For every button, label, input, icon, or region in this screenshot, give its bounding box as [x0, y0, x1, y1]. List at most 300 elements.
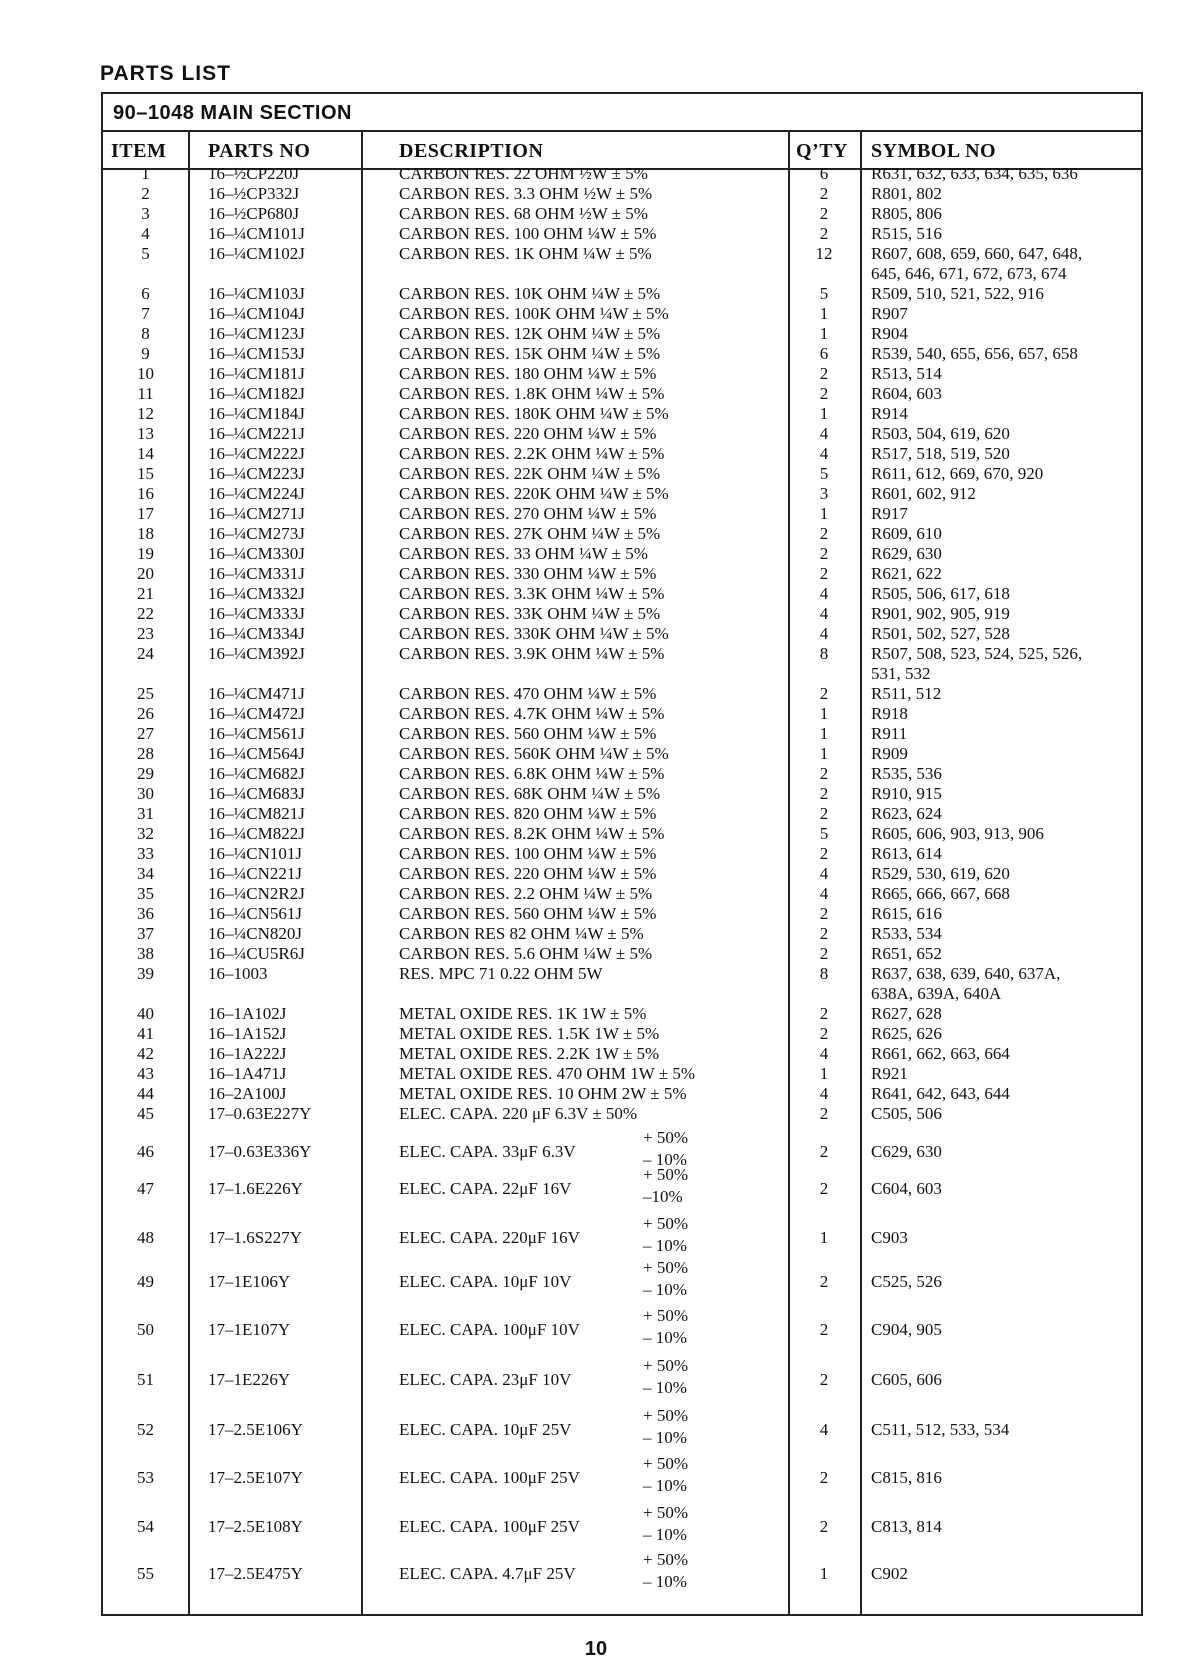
symbol-numbers: R515, 516 — [871, 224, 942, 243]
item-number: 22 — [137, 604, 154, 623]
tolerance-plus: + 50% — [643, 1406, 688, 1425]
description: METAL OXIDE RES. 470 OHM 1W ± 5% — [399, 1064, 696, 1083]
quantity: 1 — [819, 324, 829, 343]
description: CARBON RES. 1K OHM ¼W ± 5% — [399, 244, 652, 263]
part-number: 16–¼CM821J — [208, 804, 305, 823]
quantity: 2 — [819, 564, 829, 583]
quantity: 4 — [819, 424, 829, 443]
item-number: 18 — [137, 524, 154, 543]
item-number: 31 — [137, 804, 154, 823]
header-description: DESCRIPTION — [399, 140, 544, 162]
description: ELEC. CAPA. 220μF 16V — [399, 1228, 580, 1247]
part-number: 16–2A100J — [208, 1084, 287, 1103]
symbol-numbers: R651, 652 — [871, 944, 942, 963]
item-number: 48 — [137, 1228, 154, 1247]
quantity: 1 — [819, 1564, 829, 1583]
tolerance-minus: – 10% — [643, 1280, 687, 1299]
symbol-numbers: C604, 603 — [871, 1179, 942, 1198]
part-number: 16–¼CM224J — [208, 484, 305, 503]
header-symbol-no: SYMBOL NO — [871, 140, 997, 162]
part-number: 16–½CP680J — [208, 204, 300, 223]
symbol-numbers: C505, 506 — [871, 1104, 942, 1123]
description: ELEC. CAPA. 4.7μF 25V — [399, 1564, 576, 1583]
description: CARBON RES. 3.3K OHM ¼W ± 5% — [399, 584, 665, 603]
part-number: 17–2.5E106Y — [208, 1420, 303, 1439]
tolerance-minus: – 10% — [643, 1236, 687, 1255]
quantity: 1 — [819, 704, 829, 723]
quantity: 2 — [819, 184, 829, 203]
item-number: 15 — [137, 464, 154, 483]
part-number: 16–¼CM273J — [208, 524, 305, 543]
quantity: 5 — [819, 284, 829, 303]
quantity: 6 — [819, 344, 829, 363]
description: CARBON RES. 12K OHM ¼W ± 5% — [399, 324, 661, 343]
part-number: 16–¼CU5R6J — [208, 944, 305, 963]
symbol-numbers: C511, 512, 533, 534 — [871, 1420, 1010, 1439]
description: ELEC. CAPA. 33μF 6.3V — [399, 1142, 576, 1161]
symbol-numbers: R901, 902, 905, 919 — [871, 604, 1010, 623]
item-number: 21 — [137, 584, 154, 603]
part-number: 16–¼CN2R2J — [208, 884, 305, 903]
description: CARBON RES. 10K OHM ¼W ± 5% — [399, 284, 661, 303]
item-number: 34 — [137, 864, 154, 883]
symbol-numbers: R910, 915 — [871, 784, 942, 803]
item-number: 26 — [137, 704, 154, 723]
symbol-numbers: R511, 512 — [871, 684, 942, 703]
symbol-numbers: R907 — [871, 304, 908, 323]
description: CARBON RES 82 OHM ¼W ± 5% — [399, 924, 644, 943]
tolerance-plus: + 50% — [643, 1165, 688, 1184]
part-number: 16–¼CM683J — [208, 784, 305, 803]
description: ELEC. CAPA. 100μF 25V — [399, 1517, 580, 1536]
symbol-numbers: R533, 534 — [871, 924, 942, 943]
tolerance-plus: + 50% — [643, 1550, 688, 1569]
quantity: 4 — [819, 1044, 829, 1063]
section-title: 90–1048 MAIN SECTION — [103, 94, 1141, 132]
part-number: 17–1E226Y — [208, 1370, 291, 1389]
quantity: 2 — [819, 764, 829, 783]
item-number: 28 — [137, 744, 154, 763]
description: METAL OXIDE RES. 1K 1W ± 5% — [399, 1004, 647, 1023]
quantity: 5 — [819, 464, 829, 483]
symbol-numbers: R613, 614 — [871, 844, 942, 863]
symbol-numbers: R503, 504, 619, 620 — [871, 424, 1010, 443]
part-number: 16–¼CM102J — [208, 244, 305, 263]
tolerance-plus: + 50% — [643, 1214, 688, 1233]
description: CARBON RES. 560 OHM ¼W ± 5% — [399, 904, 657, 923]
part-number: 17–1.6S227Y — [208, 1228, 302, 1247]
item-number: 30 — [137, 784, 154, 803]
part-number: 16–¼CM271J — [208, 504, 305, 523]
symbol-numbers: R605, 606, 903, 913, 906 — [871, 824, 1044, 843]
part-number: 17–2.5E107Y — [208, 1468, 303, 1487]
description: METAL OXIDE RES. 2.2K 1W ± 5% — [399, 1044, 660, 1063]
description: CARBON RES. 180 OHM ¼W ± 5% — [399, 364, 657, 383]
item-number: 54 — [137, 1517, 154, 1536]
item-number: 50 — [137, 1320, 154, 1339]
symbol-numbers: R505, 506, 617, 618 — [871, 584, 1010, 603]
part-number: 16–¼CN221J — [208, 864, 302, 883]
quantity: 8 — [819, 964, 829, 983]
description: CARBON RES. 3.9K OHM ¼W ± 5% — [399, 644, 665, 663]
description: CARBON RES. 470 OHM ¼W ± 5% — [399, 684, 657, 703]
description: CARBON RES. 6.8K OHM ¼W ± 5% — [399, 764, 665, 783]
symbol-numbers: C815, 816 — [871, 1468, 942, 1487]
part-number: 16–¼CN101J — [208, 844, 302, 863]
symbol-numbers: C904, 905 — [871, 1320, 942, 1339]
column-divider — [361, 132, 363, 1614]
description: CARBON RES. 5.6 OHM ¼W ± 5% — [399, 944, 653, 963]
part-number: 16–¼CM392J — [208, 644, 305, 663]
quantity: 2 — [819, 684, 829, 703]
quantity: 12 — [815, 244, 833, 263]
quantity: 2 — [819, 1142, 829, 1161]
column-divider — [860, 132, 862, 1614]
quantity: 2 — [819, 364, 829, 383]
header-parts-no: PARTS NO — [208, 140, 311, 162]
quantity: 2 — [819, 924, 829, 943]
item-number: 10 — [137, 364, 154, 383]
quantity: 6 — [819, 164, 829, 183]
symbol-numbers: R805, 806 — [871, 204, 942, 223]
item-number: 11 — [137, 384, 154, 403]
tolerance-minus: – 10% — [643, 1378, 687, 1397]
quantity: 2 — [819, 1179, 829, 1198]
item-number: 49 — [137, 1272, 154, 1291]
quantity: 1 — [819, 744, 829, 763]
symbol-numbers: R631, 632, 633, 634, 635, 636 — [871, 164, 1078, 183]
quantity: 2 — [819, 1272, 829, 1291]
symbol-numbers: R604, 603 — [871, 384, 942, 403]
symbol-numbers: R918 — [871, 704, 908, 723]
symbol-numbers: R801, 802 — [871, 184, 942, 203]
tolerance-minus: – 10% — [643, 1328, 687, 1347]
part-number: 16–½CP220J — [208, 164, 300, 183]
part-number: 16–¼CM123J — [208, 324, 305, 343]
symbol-numbers: R661, 662, 663, 664 — [871, 1044, 1010, 1063]
item-number: 20 — [137, 564, 154, 583]
part-number: 17–1E106Y — [208, 1272, 291, 1291]
description: CARBON RES. 330K OHM ¼W ± 5% — [399, 624, 669, 643]
description: CARBON RES. 560K OHM ¼W ± 5% — [399, 744, 669, 763]
quantity: 2 — [819, 1517, 829, 1536]
description: CARBON RES. 2.2 OHM ¼W ± 5% — [399, 884, 653, 903]
item-number: 40 — [137, 1004, 154, 1023]
part-number: 17–0.63E336Y — [208, 1142, 312, 1161]
description: RES. MPC 71 0.22 OHM 5W — [399, 964, 603, 983]
quantity: 8 — [819, 644, 829, 663]
item-number: 16 — [137, 484, 154, 503]
part-number: 16–¼CM333J — [208, 604, 305, 623]
item-number: 44 — [137, 1084, 154, 1103]
quantity: 4 — [819, 884, 829, 903]
description: CARBON RES. 4.7K OHM ¼W ± 5% — [399, 704, 665, 723]
description: CARBON RES. 270 OHM ¼W ± 5% — [399, 504, 657, 523]
tolerance-plus: + 50% — [643, 1128, 688, 1147]
part-number: 16–¼CM682J — [208, 764, 305, 783]
symbol-numbers: R513, 514 — [871, 364, 942, 383]
description: CARBON RES. 22 OHM ½W ± 5% — [399, 164, 648, 183]
item-number: 14 — [137, 444, 154, 463]
tolerance-plus: + 50% — [643, 1503, 688, 1522]
part-number: 16–1003 — [208, 964, 268, 983]
quantity: 1 — [819, 724, 829, 743]
description: CARBON RES. 68K OHM ¼W ± 5% — [399, 784, 661, 803]
description: CARBON RES. 100 OHM ¼W ± 5% — [399, 224, 657, 243]
item-number: 42 — [137, 1044, 154, 1063]
symbol-numbers: R627, 628 — [871, 1004, 942, 1023]
item-number: 12 — [137, 404, 154, 423]
item-number: 33 — [137, 844, 154, 863]
description: ELEC. CAPA. 23μF 10V — [399, 1370, 572, 1389]
item-number: 19 — [137, 544, 154, 563]
part-number: 16–¼CM332J — [208, 584, 305, 603]
item-number: 4 — [141, 224, 150, 243]
description: CARBON RES. 3.3 OHM ½W ± 5% — [399, 184, 653, 203]
item-number: 2 — [141, 184, 150, 203]
tolerance-plus: + 50% — [643, 1258, 688, 1277]
symbol-numbers: C902 — [871, 1564, 908, 1583]
description: CARBON RES. 1.8K OHM ¼W ± 5% — [399, 384, 665, 403]
part-number: 16–¼CM223J — [208, 464, 305, 483]
part-number: 16–¼CM182J — [208, 384, 305, 403]
part-number: 16–¼CM153J — [208, 344, 305, 363]
quantity: 2 — [819, 1370, 829, 1389]
symbol-numbers: C629, 630 — [871, 1142, 942, 1161]
description: METAL OXIDE RES. 1.5K 1W ± 5% — [399, 1024, 660, 1043]
symbol-numbers: R539, 540, 655, 656, 657, 658 — [871, 344, 1078, 363]
item-number: 24 — [137, 644, 154, 663]
quantity: 5 — [819, 824, 829, 843]
part-number: 16–¼CM104J — [208, 304, 305, 323]
quantity: 2 — [819, 904, 829, 923]
symbol-numbers: R917 — [871, 504, 908, 523]
quantity: 4 — [819, 1084, 829, 1103]
symbol-numbers: R623, 624 — [871, 804, 942, 823]
column-divider — [188, 132, 190, 1614]
description: CARBON RES. 330 OHM ¼W ± 5% — [399, 564, 657, 583]
item-number: 3 — [141, 204, 150, 223]
part-number: 16–¼CM184J — [208, 404, 305, 423]
description: CARBON RES. 33 OHM ¼W ± 5% — [399, 544, 648, 563]
quantity: 2 — [819, 544, 829, 563]
symbol-numbers: R621, 622 — [871, 564, 942, 583]
symbol-numbers: R921 — [871, 1064, 908, 1083]
item-number: 27 — [137, 724, 154, 743]
part-number: 16–¼CM103J — [208, 284, 305, 303]
symbol-numbers: R611, 612, 669, 670, 920 — [871, 464, 1044, 483]
item-number: 8 — [141, 324, 150, 343]
tolerance-plus: + 50% — [643, 1306, 688, 1325]
symbol-numbers: R501, 502, 527, 528 — [871, 624, 1010, 643]
quantity: 2 — [819, 784, 829, 803]
symbol-numbers: C525, 526 — [871, 1272, 942, 1291]
description: CARBON RES. 100K OHM ¼W ± 5% — [399, 304, 669, 323]
symbol-numbers: R507, 508, 523, 524, 525, 526, 531, 532 — [871, 644, 1083, 683]
description: ELEC. CAPA. 10μF 10V — [399, 1272, 572, 1291]
symbol-numbers: R914 — [871, 404, 908, 423]
description: ELEC. CAPA. 10μF 25V — [399, 1420, 572, 1439]
quantity: 1 — [819, 504, 829, 523]
parts-table — [101, 92, 1143, 1616]
description: CARBON RES. 68 OHM ½W ± 5% — [399, 204, 648, 223]
part-number: 16–¼CM221J — [208, 424, 305, 443]
item-number: 45 — [137, 1104, 154, 1123]
symbol-numbers: R904 — [871, 324, 908, 343]
item-number: 41 — [137, 1024, 154, 1043]
quantity: 4 — [819, 584, 829, 603]
item-number: 47 — [137, 1179, 154, 1198]
quantity: 2 — [819, 524, 829, 543]
part-number: 16–¼CM471J — [208, 684, 305, 703]
item-number: 5 — [141, 244, 150, 263]
item-number: 51 — [137, 1370, 154, 1389]
item-number: 52 — [137, 1420, 154, 1439]
description: CARBON RES. 180K OHM ¼W ± 5% — [399, 404, 669, 423]
quantity: 4 — [819, 444, 829, 463]
header-qty: Q’TY — [796, 140, 848, 162]
description: ELEC. CAPA. 100μF 25V — [399, 1468, 580, 1487]
part-number: 16–¼CM334J — [208, 624, 305, 643]
tolerance-minus: – 10% — [643, 1525, 687, 1544]
symbol-numbers: R909 — [871, 744, 908, 763]
quantity: 2 — [819, 224, 829, 243]
part-number: 16–½CP332J — [208, 184, 300, 203]
quantity: 4 — [819, 864, 829, 883]
part-number: 16–1A471J — [208, 1064, 287, 1083]
description: CARBON RES. 820 OHM ¼W ± 5% — [399, 804, 657, 823]
description: ELEC. CAPA. 220 μF 6.3V ± 50% — [399, 1104, 638, 1123]
item-number: 46 — [137, 1142, 154, 1161]
description: CARBON RES. 27K OHM ¼W ± 5% — [399, 524, 661, 543]
part-number: 17–0.63E227Y — [208, 1104, 312, 1123]
part-number: 16–1A152J — [208, 1024, 287, 1043]
quantity: 1 — [819, 404, 829, 423]
part-number: 16–¼CM561J — [208, 724, 305, 743]
quantity: 2 — [819, 1104, 829, 1123]
page-number: 10 — [584, 1638, 608, 1660]
description: CARBON RES. 220K OHM ¼W ± 5% — [399, 484, 669, 503]
page-heading: PARTS LIST — [100, 62, 231, 85]
item-number: 43 — [137, 1064, 154, 1083]
tolerance-plus: + 50% — [643, 1356, 688, 1375]
item-number: 37 — [137, 924, 154, 943]
symbol-numbers: R517, 518, 519, 520 — [871, 444, 1010, 463]
part-number: 16–¼CN561J — [208, 904, 302, 923]
part-number: 16–¼CM472J — [208, 704, 305, 723]
symbol-numbers: R535, 536 — [871, 764, 942, 783]
symbol-numbers: R509, 510, 521, 522, 916 — [871, 284, 1044, 303]
quantity: 1 — [819, 304, 829, 323]
item-number: 17 — [137, 504, 154, 523]
tolerance-minus: – 10% — [643, 1428, 687, 1447]
item-number: 38 — [137, 944, 154, 963]
symbol-numbers: R629, 630 — [871, 544, 942, 563]
item-number: 6 — [141, 284, 150, 303]
description: CARBON RES. 560 OHM ¼W ± 5% — [399, 724, 657, 743]
part-number: 17–2.5E108Y — [208, 1517, 303, 1536]
symbol-numbers: C903 — [871, 1228, 908, 1247]
item-number: 7 — [141, 304, 150, 323]
quantity: 1 — [819, 1064, 829, 1083]
part-number: 16–¼CM564J — [208, 744, 305, 763]
tolerance-minus: – 10% — [643, 1572, 687, 1591]
part-number: 16–¼CM331J — [208, 564, 305, 583]
symbol-numbers: R615, 616 — [871, 904, 942, 923]
symbol-numbers: C605, 606 — [871, 1370, 942, 1389]
part-number: 17–1E107Y — [208, 1320, 291, 1339]
part-number: 16–¼CN820J — [208, 924, 302, 943]
symbol-numbers: R601, 602, 912 — [871, 484, 976, 503]
symbol-numbers: R529, 530, 619, 620 — [871, 864, 1010, 883]
quantity: 2 — [819, 804, 829, 823]
symbol-numbers: R665, 666, 667, 668 — [871, 884, 1010, 903]
description: ELEC. CAPA. 22μF 16V — [399, 1179, 572, 1198]
quantity: 2 — [819, 384, 829, 403]
tolerance-minus: – 10% — [643, 1150, 687, 1169]
symbol-numbers: R607, 608, 659, 660, 647, 648, 645, 646, 671, 672, 673, 674 — [871, 244, 1083, 283]
part-number: 17–1.6E226Y — [208, 1179, 303, 1198]
description: CARBON RES. 220 OHM ¼W ± 5% — [399, 864, 657, 883]
item-number: 1 — [141, 164, 150, 183]
item-number: 25 — [137, 684, 154, 703]
symbol-numbers: C813, 814 — [871, 1517, 942, 1536]
part-number: 16–1A102J — [208, 1004, 287, 1023]
item-number: 13 — [137, 424, 154, 443]
symbol-numbers: R641, 642, 643, 644 — [871, 1084, 1010, 1103]
part-number: 16–¼CM330J — [208, 544, 305, 563]
symbol-numbers: R625, 626 — [871, 1024, 942, 1043]
quantity: 2 — [819, 1004, 829, 1023]
quantity: 2 — [819, 1320, 829, 1339]
quantity: 2 — [819, 204, 829, 223]
item-number: 35 — [137, 884, 154, 903]
description: CARBON RES. 8.2K OHM ¼W ± 5% — [399, 824, 665, 843]
item-number: 39 — [137, 964, 154, 983]
item-number: 23 — [137, 624, 154, 643]
item-number: 9 — [141, 344, 150, 363]
description: CARBON RES. 15K OHM ¼W ± 5% — [399, 344, 661, 363]
quantity: 2 — [819, 844, 829, 863]
description: CARBON RES. 2.2K OHM ¼W ± 5% — [399, 444, 665, 463]
quantity: 2 — [819, 1468, 829, 1487]
description: CARBON RES. 100 OHM ¼W ± 5% — [399, 844, 657, 863]
item-number: 29 — [137, 764, 154, 783]
item-number: 32 — [137, 824, 154, 843]
quantity: 4 — [819, 604, 829, 623]
symbol-numbers: R609, 610 — [871, 524, 942, 543]
symbol-numbers: R637, 638, 639, 640, 637A, 638A, 639A, 640A — [871, 964, 1061, 1003]
item-number: 53 — [137, 1468, 154, 1487]
header-item: ITEM — [111, 140, 167, 162]
part-number: 16–¼CM222J — [208, 444, 305, 463]
description: CARBON RES. 33K OHM ¼W ± 5% — [399, 604, 661, 623]
description: CARBON RES. 22K OHM ¼W ± 5% — [399, 464, 661, 483]
quantity: 2 — [819, 944, 829, 963]
item-number: 36 — [137, 904, 154, 923]
symbol-numbers: R911 — [871, 724, 908, 743]
quantity: 2 — [819, 1024, 829, 1043]
part-number: 16–¼CM181J — [208, 364, 305, 383]
description: METAL OXIDE RES. 10 OHM 2W ± 5% — [399, 1084, 687, 1103]
item-number: 55 — [137, 1564, 154, 1583]
quantity: 1 — [819, 1228, 829, 1247]
quantity: 4 — [819, 1420, 829, 1439]
part-number: 17–2.5E475Y — [208, 1564, 303, 1583]
tolerance-minus: –10% — [643, 1187, 683, 1206]
part-number: 16–1A222J — [208, 1044, 287, 1063]
quantity: 3 — [819, 484, 829, 503]
